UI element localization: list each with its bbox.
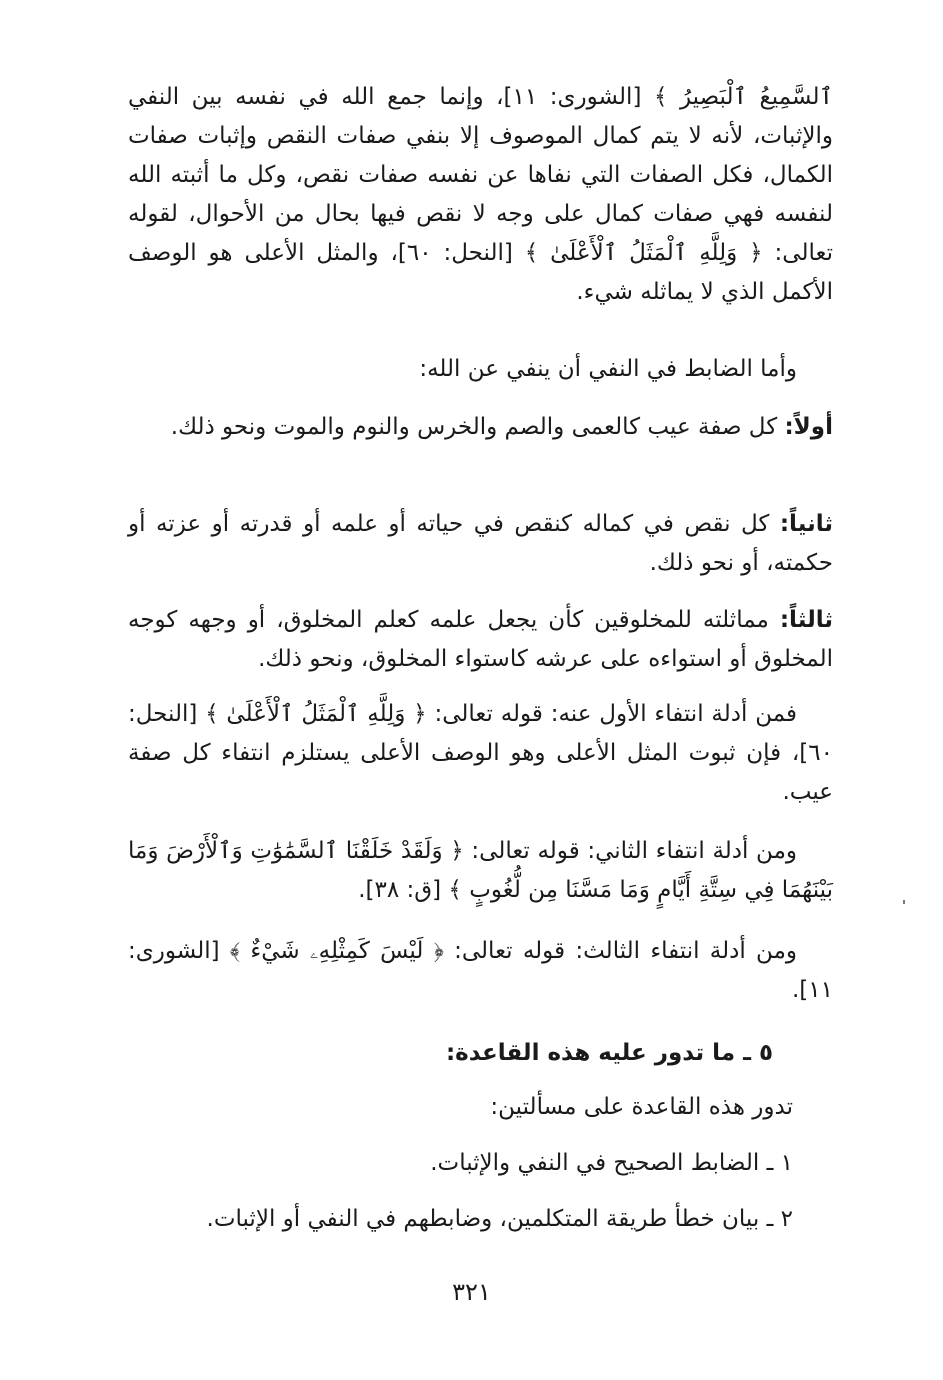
list-item: ١ ـ الضابط الصحيح في النفي والإثبات. [430,1150,793,1176]
paragraph-third-point [128,601,833,679]
second-label: ثانياً: [779,511,833,537]
paragraph-second-point [128,505,833,583]
third-text: مماثلته للمخلوقين كأن يجعل علمه كعلم المخلوق، أو وجهه كوجه المخلوق أو استواءه على عرشه كاستواء المخلوق، ونحو ذلك. [128,607,833,672]
section-intro: تدور هذه القاعدة على مسألتين: [490,1094,793,1120]
page-number: ٣٢١ [452,1278,491,1306]
paragraph-second-evidence: ومن أدلة انتفاء الثاني: قوله تعالى: ﴿ وَلَقَدْ خَلَقْنَا ٱلسَّمَٰوَٰتِ وَٱلْأَرْضَ وَمَا بَيْنَهُمَا فِي سِتَّةِ أَيَّامٍ وَمَا مَسَّنَا مِن لُّغُوبٍ ﴾ [ق: ٣٨]. [128,838,833,903]
first-text: كل صفة عيب كالعمى والصم والخرس والنوم والموت ونحو ذلك. [170,414,785,440]
paragraph-affirmation-negation: ٱلسَّمِيعُ ٱلْبَصِيرُ ﴾ [الشورى: ١١]، وإنما جمع الله في نفسه بين النفي والإثبات، لأنه لا يتم كمال الموصوف إلا بنفي صفات النقص وإثبات صفات الكمال، فكل الصفات التي نفاها عن نفسه صفات نقص، وكل ما أثبته الله لنفسه فهي صفات كمال على وجه لا نقص فيها بحال من الأحوال، لقوله تعالى: ﴿ وَلِلَّهِ ٱلْمَثَلُ ٱلْأَعْلَىٰ ﴾ [النحل: ٦٠]، والمثل الأعلى هو الوصف الأكمل الذي لا يماثله شيء. [128,84,833,305]
section-heading: ٥ ـ ما تدور عليه هذه القاعدة: [445,1040,773,1066]
margin-mark [903,900,905,904]
list-item: ٢ ـ بيان خطأ طريقة المتكلمين، وضابطهم في النفي أو الإثبات. [206,1206,793,1232]
paragraph-third-evidence: ومن أدلة انتفاء الثالث: قوله تعالى: ﴿ لَيْسَ كَمِثْلِهِۦ شَيْءٌ ﴾ [الشورى: ١١]. [128,938,833,1003]
first-label: أولاً: [784,414,833,440]
paragraph-first-point [128,408,833,447]
second-text: كل نقص في كماله كنقص في حياته أو علمه أو قدرته أو عزته أو حكمته، أو نحو ذلك. [128,511,833,576]
third-label: ثالثاً: [779,607,833,633]
paragraph-negation-rule-intro: وأما الضابط في النفي أن ينفي عن الله: [419,356,797,382]
paragraph-first-evidence: فمن أدلة انتفاء الأول عنه: قوله تعالى: ﴿ وَلِلَّهِ ٱلْمَثَلُ ٱلْأَعْلَىٰ ﴾ [النحل: ٦٠]، فإن ثبوت المثل الأعلى وهو الوصف الأعلى يستلزم انتفاء كل صفة عيب. [128,701,833,805]
